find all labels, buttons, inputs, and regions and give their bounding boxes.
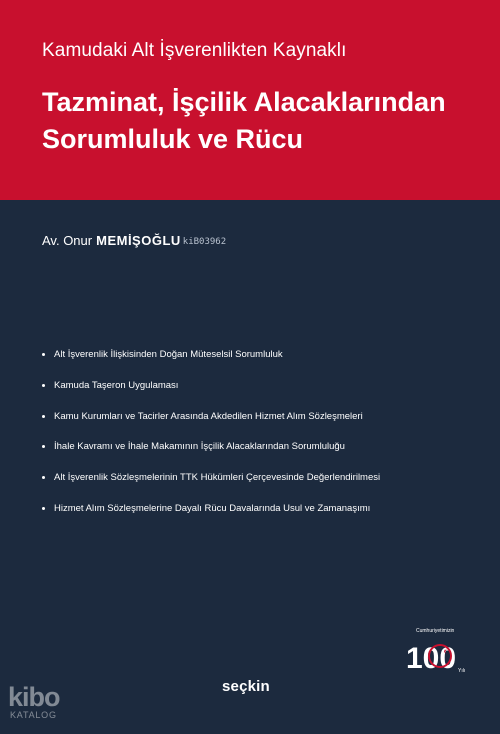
watermark-text: KATALOG: [10, 710, 57, 720]
book-title-line-1: Tazminat, İşçilik Alacaklarından: [42, 87, 446, 117]
author-prefix: Av. Onur: [42, 233, 93, 248]
topic-item: [42, 441, 380, 472]
kibo-watermark: [8, 682, 72, 726]
publisher-logo: seçkin: [222, 678, 270, 695]
topic-item: [42, 472, 380, 503]
topic-item: [42, 411, 380, 442]
topic-item: [42, 349, 380, 380]
bullet-icon: [42, 415, 45, 418]
topic-text: Alt İşverenlik Sözleşmelerinin TTK Hükümleri Çerçevesinde Değerlendirilmesi: [54, 472, 381, 484]
topic-text: Hizmet Alım Sözleşmelerine Dayalı Rücu Davalarında Usul ve Zamanaşımı: [54, 502, 371, 514]
bullet-icon: [42, 353, 45, 356]
book-title-line-2: Sorumluluk ve Rücu: [42, 124, 304, 154]
bullet-icon: [42, 445, 45, 448]
badge-caption: Cumhuriyetimizin: [416, 628, 455, 634]
topic-item: [42, 380, 380, 411]
author-surname: MEMİŞOĞLU: [96, 233, 181, 248]
topic-text: Alt İşverenlik İlişkisinden Doğan Müteselsil Sorumluluk: [54, 349, 283, 360]
author: [42, 233, 226, 248]
book-title: [42, 84, 446, 158]
bullet-icon: [42, 384, 45, 387]
bullet-icon: [42, 507, 45, 510]
badge-number: 100: [406, 642, 457, 675]
watermark-logo: kibo: [8, 682, 60, 712]
catalog-code: kiB03962: [182, 237, 227, 247]
topic-text: Kamu Kurumları ve Tacirler Arasında Akdedilen Hizmet Alım Sözleşmeleri: [54, 410, 363, 422]
centenary-badge: [404, 628, 474, 680]
bullet-icon: [42, 476, 45, 479]
topic-text: Kamuda Taşeron Uygulaması: [54, 379, 179, 391]
topic-list: [42, 349, 380, 534]
book-subtitle: Kamudaki Alt İşverenlikten Kaynaklı: [42, 40, 347, 61]
title-band: [0, 0, 500, 200]
topic-item: [42, 503, 380, 534]
topic-text: İhale Kavramı ve İhale Makamının İşçilik Alacaklarından Sorumluluğu: [54, 441, 345, 453]
badge-suffix: Yılı: [458, 668, 466, 674]
